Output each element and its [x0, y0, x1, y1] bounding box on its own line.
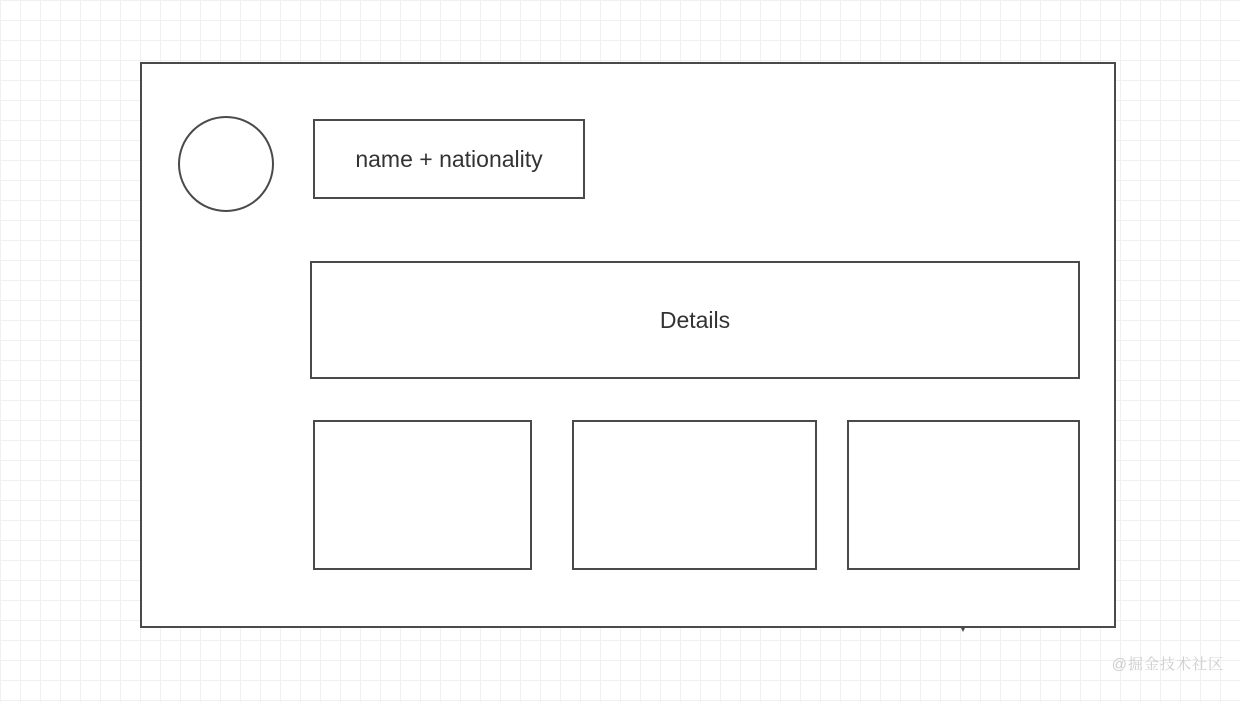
- box-right-node[interactable]: [847, 420, 1080, 570]
- watermark: @掘金技术社区: [1111, 656, 1224, 673]
- details-node[interactable]: [310, 261, 1080, 379]
- circle-node[interactable]: [178, 116, 274, 212]
- name-nationality-node[interactable]: [313, 119, 585, 199]
- name-nationality-label: name + nationality: [355, 145, 543, 172]
- box-left-node[interactable]: [313, 420, 532, 570]
- box-middle-node[interactable]: [572, 420, 817, 570]
- details-label: Details: [659, 306, 731, 333]
